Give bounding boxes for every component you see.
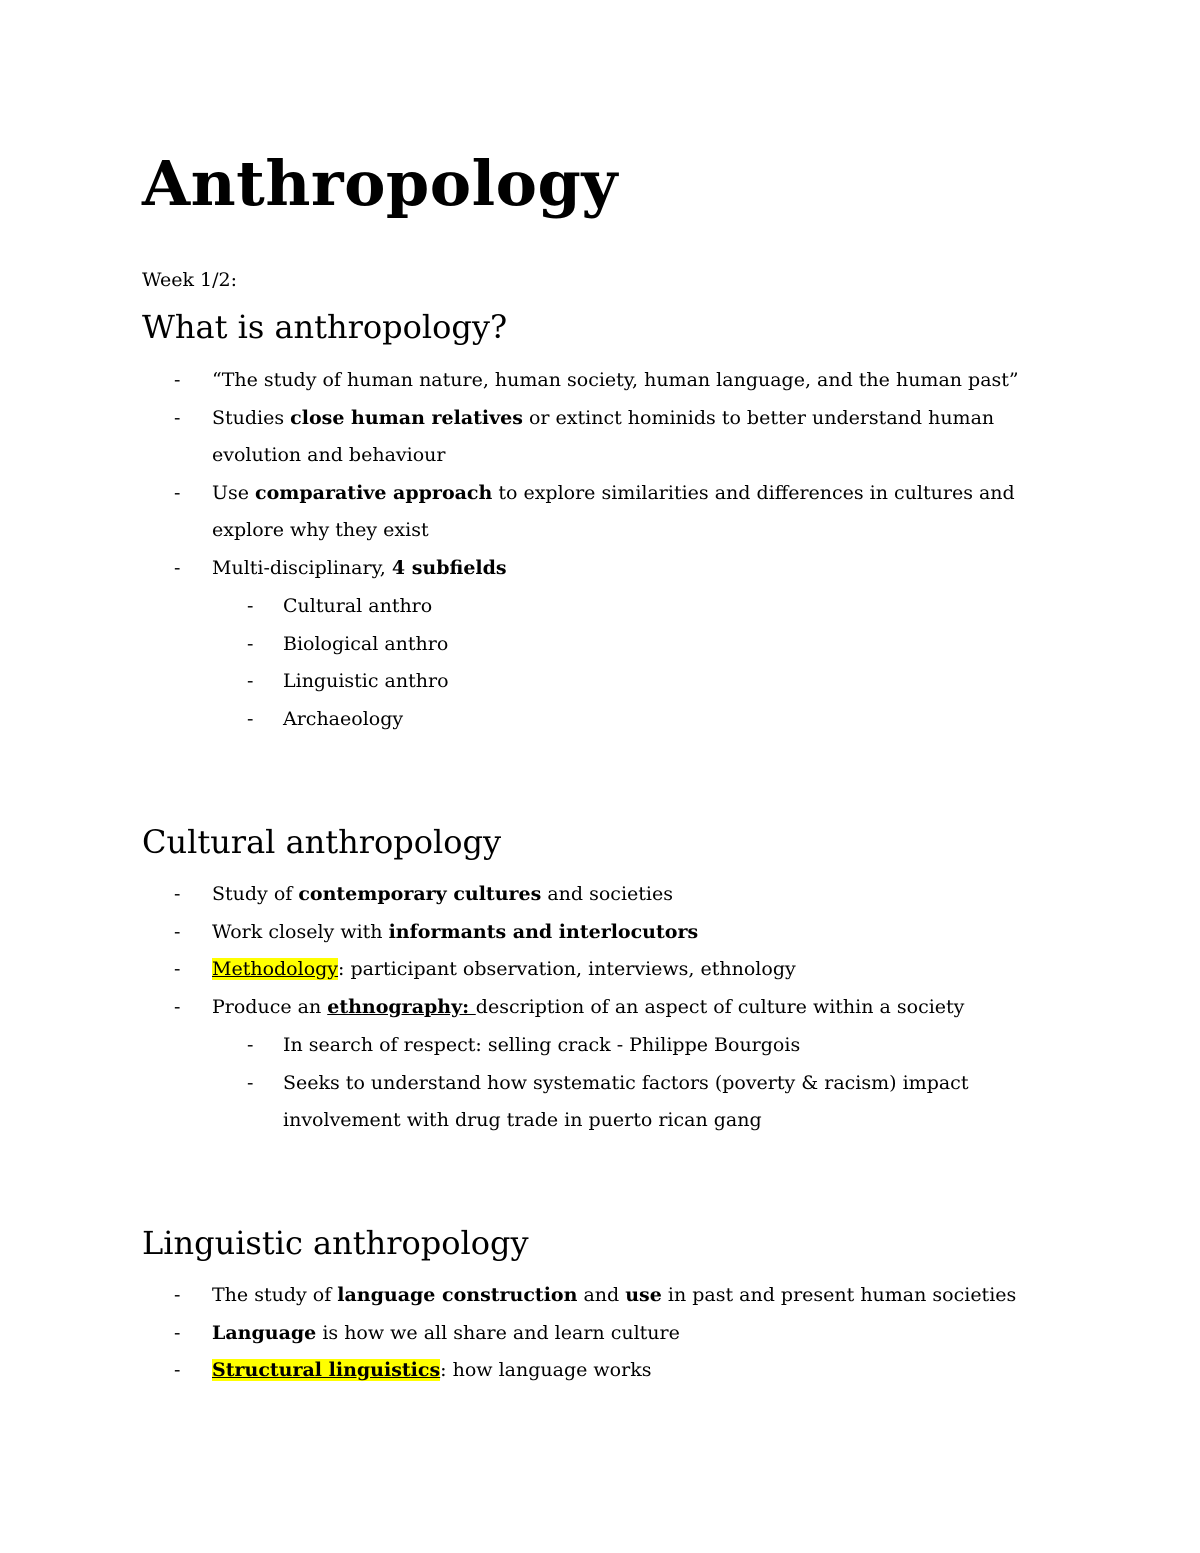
bullet-dash: - [247, 595, 254, 617]
list-item-text: Linguistic anthro [283, 670, 449, 693]
bullet-dash: - [174, 958, 181, 981]
list-item [174, 914, 964, 952]
list-item-text: : participant observation, interviews, ethnology [338, 958, 796, 981]
list-item-text: or extinct hominids to better understand human [522, 406, 995, 429]
list-item [247, 588, 449, 626]
list-item [174, 951, 964, 989]
bold-term: close human relatives [290, 406, 523, 429]
bullet-dash: - [174, 481, 181, 504]
list-item-continuation [212, 512, 1019, 550]
list-item-text: Seeks to understand how systematic factors (poverty & racism) impact [283, 1071, 969, 1094]
list-item-text: Biological anthro [283, 632, 449, 655]
bullet-dash: - [174, 883, 181, 905]
section-heading-what-is-anthropology: What is anthropology? [142, 308, 508, 346]
list-item [247, 1027, 968, 1065]
section1-list [174, 362, 1019, 588]
list-item-text: and [577, 1284, 626, 1306]
list-item-text: The study of [212, 1284, 338, 1306]
section3-list [174, 1277, 1017, 1390]
list-item-text: : how language works [440, 1359, 652, 1382]
list-item-text: “The study of human nature, human society, human language, and the human past” [212, 369, 1019, 391]
bullet-dash: - [247, 670, 254, 693]
bold-term: informants and interlocutors [388, 920, 699, 943]
bullet-dash: - [174, 1284, 181, 1306]
bold-term: contemporary cultures [298, 883, 542, 905]
list-item [174, 362, 1019, 400]
list-item [174, 1277, 1017, 1315]
bold-term: language construction [337, 1284, 578, 1306]
list-item [174, 876, 964, 914]
list-item-text: Work closely with [212, 920, 389, 943]
bullet-dash: - [247, 632, 254, 655]
subfields-list [247, 588, 449, 738]
list-item [174, 475, 1019, 513]
bullet-dash: - [174, 1321, 181, 1344]
list-item-text: description of an aspect of culture within a society [475, 995, 965, 1018]
bullet-dash: - [247, 1034, 254, 1056]
list-item-text: Studies [212, 406, 291, 429]
list-item-text: Multi-disciplinary, [212, 556, 392, 579]
list-item [174, 1352, 1016, 1390]
list-item-text: and societies [541, 883, 673, 905]
section2-sublist [247, 1027, 969, 1140]
list-item-text: Produce an [212, 995, 328, 1018]
list-item-text: Archaeology [283, 707, 404, 730]
list-item-text: Study of [212, 883, 299, 905]
bullet-dash: - [174, 369, 181, 391]
document-title: Anthropology [142, 147, 618, 220]
bullet-dash: - [247, 1071, 254, 1094]
bullet-dash: - [174, 1359, 181, 1382]
bullet-dash: - [174, 920, 181, 943]
bold-term: 4 subfields [391, 556, 507, 579]
list-item-text: evolution and behaviour [212, 444, 446, 467]
list-item [174, 400, 1019, 438]
list-item [174, 1315, 1016, 1353]
list-item-text: involvement with drug trade in puerto rican gang [283, 1109, 762, 1132]
list-item-text: in past and present human societies [661, 1284, 1017, 1306]
list-item [247, 701, 449, 739]
highlighted-term: Structural linguistics [212, 1359, 441, 1382]
section-heading-linguistic-anthropology: Linguistic anthropology [142, 1224, 529, 1262]
list-item [247, 1065, 969, 1103]
bullet-dash: - [174, 995, 181, 1018]
list-item [247, 626, 449, 664]
highlighted-term: Methodology [212, 958, 339, 981]
list-item-text: In search of respect: selling crack - Philippe Bourgois [283, 1034, 801, 1056]
week-label: Week 1/2: [142, 269, 237, 291]
bold-term: Language [212, 1321, 317, 1344]
list-item-continuation [212, 437, 1019, 475]
list-item-text: to explore similarities and differences in cultures and [492, 481, 1015, 504]
bold-term: use [625, 1284, 662, 1306]
list-item [247, 663, 449, 701]
list-item-continuation [283, 1102, 968, 1140]
section-heading-cultural-anthropology: Cultural anthropology [142, 823, 502, 861]
bullet-dash: - [247, 707, 254, 730]
list-item-text: Cultural anthro [283, 595, 433, 617]
section2-list [174, 876, 965, 1026]
list-item [174, 550, 1019, 588]
bold-underlined-term: ethnography: [327, 995, 476, 1018]
list-item [174, 989, 965, 1027]
bold-term: comparative approach [255, 481, 493, 504]
bullet-dash: - [174, 406, 181, 429]
list-item-text: Use [212, 481, 256, 504]
list-item-text: is how we all share and learn culture [316, 1321, 680, 1344]
bullet-dash: - [174, 556, 181, 579]
list-item-text: explore why they exist [212, 519, 429, 542]
